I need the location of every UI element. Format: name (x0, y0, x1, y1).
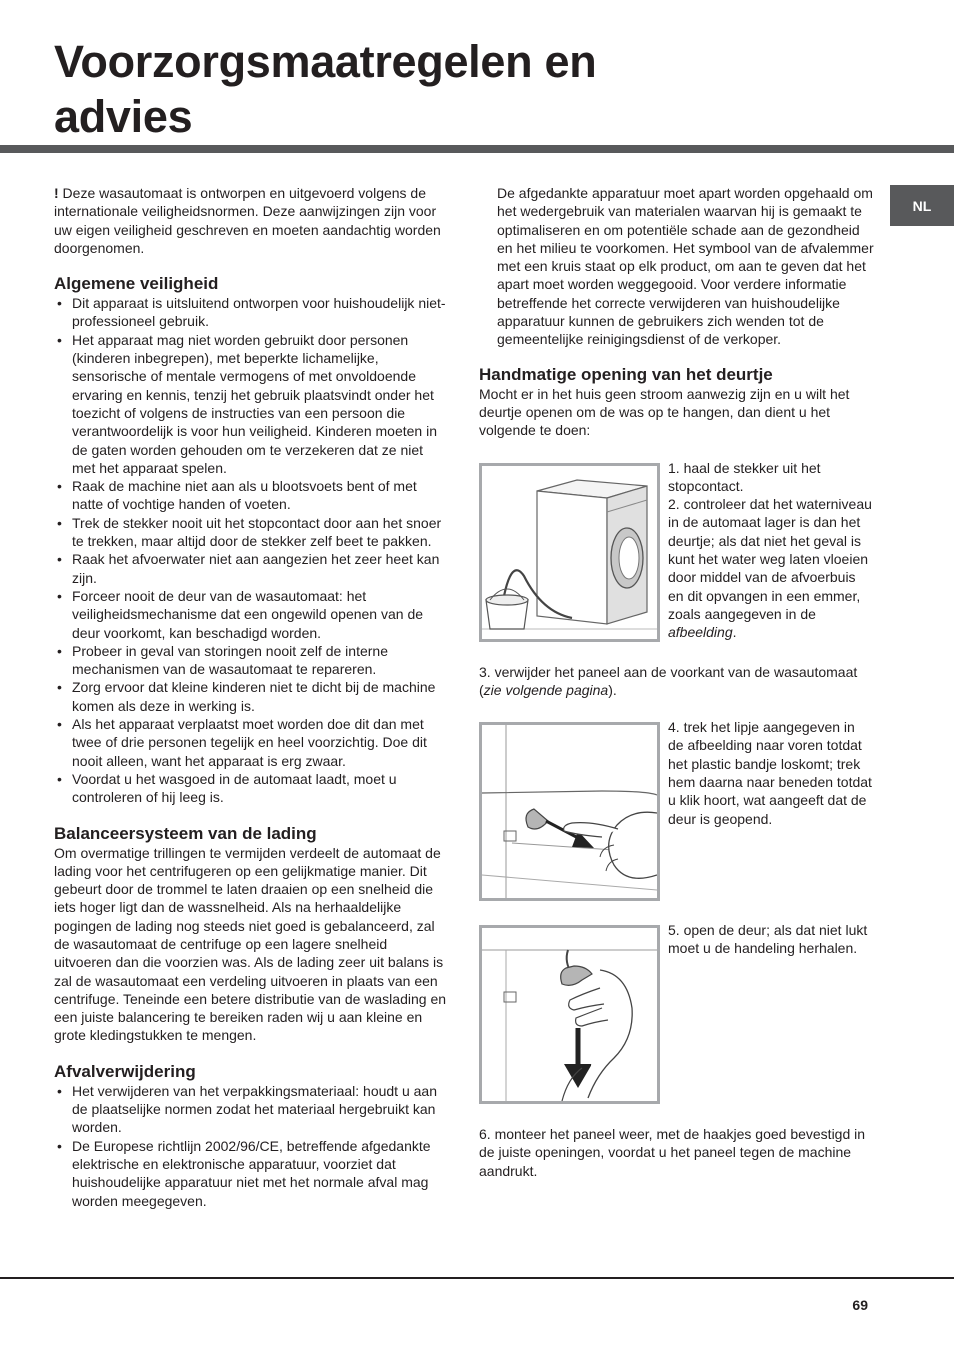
general-safety-list (54, 294, 446, 806)
intro-text: Deze wasautomaat is ontworpen en uitgevoerd volgens de internationale veiligheidsnormen. Deze aanwijzingen zijn voor uw eigen veiligheid geschreven en moeten aandachtig worden doorgenomen. (54, 185, 441, 256)
list-item: • Raak het afvoerwater niet aan aangezien het zeer heet kan zijn. (54, 550, 446, 587)
step-text-5 (668, 921, 874, 958)
list-item: • Trek de stekker nooit uit het stopcontact door aan het snoer te trekken, maar altijd door de stekker zelf beet te pakken. (54, 514, 446, 551)
pull-tab-illustration (479, 722, 660, 901)
open-door-illustration (479, 925, 660, 1104)
step-block-5 (479, 922, 874, 1104)
page-number: 69 (852, 1297, 868, 1313)
language-tab: NL (890, 185, 954, 226)
step-3-end: ). (608, 681, 617, 698)
step-block-4 (479, 719, 874, 901)
manual-door-heading: Handmatige opening van het deurtje (479, 364, 773, 384)
washing-machine-drain-illustration (479, 463, 660, 642)
step-1: 1. haal de stekker uit het stopcontact. (668, 459, 821, 494)
warning-mark: ! (54, 185, 59, 201)
step-6: 6. monteer het paneel weer, met de haakjes goed bevestigd in de juiste openingen, voordat u het paneel tegen de machine aandrukt. (479, 1126, 866, 1179)
step-block-1-2 (479, 459, 874, 642)
list-item: • Raak de machine niet aan als u blootsvoets bent of met natte of vochtige handen of voeten. (54, 477, 446, 514)
bottom-rule (0, 1277, 954, 1279)
step-text-4 (668, 718, 874, 828)
step-2-end: . (732, 624, 737, 641)
list-item: • Het apparaat mag niet worden gebruikt door personen (kinderen inbegrepen), met beperkte lichamelijke, sensorische of mentale vermogens of met onvoldoende ervaring en kennis, tenzij het gebruik plaatsvindt onder het toezicht of volgens de instructies van een persoon die verantwoordelijk is voor hun veiligheid. Kinderen moeten in de gaten worden gehouden om te verzekeren dat ze niet met het apparaat spelen. (54, 331, 446, 477)
title-rule (0, 145, 954, 153)
general-safety-heading: Algemene veiligheid (54, 274, 219, 294)
washing-machine-drain-icon (482, 466, 657, 639)
step-2-text: 2. controleer dat het waterniveau in de automaat lager is dan het deurtje; als dat niet het geval is kunt het water weg laten vloeien door middel van de afvoerbuis en dit opvangen in een emmer, zoals aangegeven in de (668, 496, 872, 622)
disposal-heading: Afvalverwijdering (54, 1061, 196, 1081)
left-column (54, 184, 446, 1210)
balance-heading: Balanceersysteem van de lading (54, 823, 317, 843)
page-title (54, 34, 596, 144)
balance-paragraph: Om overmatige trillingen te vermijden verdeelt de automaat de lading voor het centrifugeren op een gelijkmatige manier. Dit gebeurt door de trommel te laten draaien op een snelheid die iets hoger ligt dan de wassnelheid. Als na herhaaldelijke pogingen de lading nog steeds niet goed is gebalanceerd, zal de wasautomaat de centrifuge op een lagere snelheid uitvoeren dan die voorzien was. Als de lading zeer uit balans is zal de wasautomaat een verdeling uitvoeren in plaats van een centrifuge. Teneinde een betere distributie van de waslading en een juiste balancering te bereiken raden wij u aan kleine en grote kledingstukken te mengen. (54, 844, 447, 1044)
page-title-line-1: Voorzorgsmaatregelen en (54, 36, 597, 87)
step-text-1-2 (668, 459, 874, 642)
step-4: 4. trek het lipje aangegeven in de afbeelding naar voren totdat het plastic bandje loskomt; trek hem daarna naar beneden totdat u klik hoort, wat aangeeft dat de deur is geopend. (668, 719, 872, 827)
step-3 (479, 663, 874, 700)
disposal-list (54, 1082, 446, 1210)
list-item: • Het verwijderen van het verpakkingsmateriaal: houdt u aan de plaatselijke normen zodat het materiaal hergebruikt kan worden. (54, 1082, 446, 1137)
list-item: • Zorg ervoor dat kleine kinderen niet te dicht bij de machine komen als deze in werking is. (54, 678, 446, 715)
step-3-italic: zie volgende pagina (483, 681, 609, 698)
disposal-continued-paragraph: De afgedankte apparatuur moet apart worden opgehaald om het wedergebruik van materialen waarvan hij is gemaakt te optimaliseren en om potentiële schade aan de gezondheid en het milieu te voorkomen. Het symbool van de afvalemmer met een kruis staat op elk product, om aan te geven dat het apart moet worden weggegooid. Voor verdere informatie betreffende het correcte verwijderen van huishoudelijke apparatuur kunnen de gebruikers zich wenden tot de gemeentelijke reinigingsdienst of de verkoper. (497, 185, 874, 348)
step-5: 5. open de deur; als dat niet lukt moet u de handeling herhalen. (668, 922, 868, 957)
page-title-line-2: advies (54, 91, 193, 142)
list-item: • Dit apparaat is uitsluitend ontworpen voor huishoudelijk niet-professioneel gebruik. (54, 294, 446, 331)
right-column (479, 184, 874, 1180)
list-item: • De Europese richtlijn 2002/96/CE, betreffende afgedankte elektrische en elektronische apparatuur, voorziet dat huishoudelijke apparatuur niet met het normale afval mag worden meegegeven. (54, 1137, 446, 1210)
pull-tab-icon (482, 725, 657, 898)
list-item: • Probeer in geval van storingen nooit zelf de interne mechanismen van de wasautomaat te repareren. (54, 642, 446, 679)
list-item: • Als het apparaat verplaatst moet worden doe dit dan met twee of drie personen tegelijk en heel voorzichtig. Doe dit nooit alleen, want het apparaat is erg zwaar. (54, 715, 446, 770)
list-item: • Forceer nooit de deur van de wasautomaat: het veiligheidsmechanisme dat een ongewild openen van de deur voorkomt, kan beschadigd worden. (54, 587, 446, 642)
step-2 (668, 495, 874, 641)
manual-door-intro: Mocht er in het huis geen stroom aanwezig zijn en u wilt het deurtje openen om de was op te hangen, dan dient u het volgende te doen: (479, 385, 850, 439)
list-item: • Voordat u het wasgoed in de automaat laadt, moet u controleren of hij leeg is. (54, 770, 446, 807)
step-3-text: 3. verwijder het paneel aan de voorkant van de wasautomaat ( (479, 663, 858, 698)
step-2-italic: afbeelding (668, 624, 733, 641)
intro-paragraph (54, 184, 446, 257)
open-door-icon (482, 928, 657, 1101)
